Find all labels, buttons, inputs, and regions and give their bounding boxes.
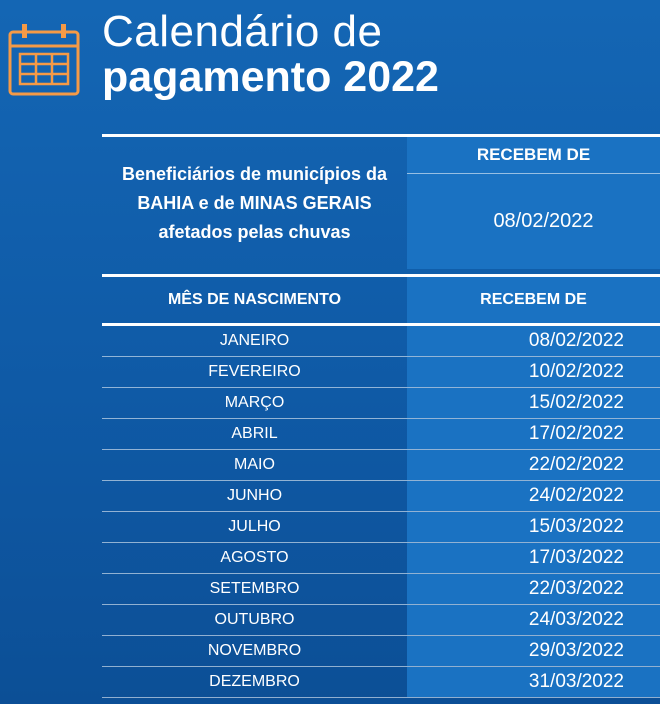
- special-date-cell: [407, 137, 660, 269]
- month-cell: JANEIRO: [219, 332, 290, 349]
- date-cell: 08/02/2022: [407, 326, 660, 356]
- table-row: [102, 636, 660, 667]
- special-header: RECEBEM DE: [407, 137, 660, 174]
- calendar-icon: [8, 22, 80, 98]
- month-cell: JULHO: [228, 518, 281, 535]
- table-row: [102, 512, 660, 543]
- month-cell: MARÇO: [224, 394, 285, 411]
- column-header-month: MÊS DE NASCIMENTO: [167, 291, 342, 308]
- month-cell: JUNHO: [226, 487, 283, 504]
- date-cell: 10/02/2022: [407, 357, 660, 387]
- table-row: [102, 419, 660, 450]
- special-block: [102, 137, 660, 269]
- page-title: [102, 7, 439, 101]
- table-row: [102, 357, 660, 388]
- month-cell: DEZEMBRO: [209, 673, 300, 690]
- month-cell: SETEMBRO: [209, 580, 300, 597]
- column-header-date: RECEBEM DE: [407, 277, 660, 323]
- table-row: [102, 388, 660, 419]
- date-cell: 17/02/2022: [407, 419, 660, 449]
- date-cell: 24/03/2022: [407, 605, 660, 635]
- date-cell: 24/02/2022: [407, 481, 660, 511]
- date-cell: 17/03/2022: [407, 543, 660, 573]
- month-cell: MAIO: [234, 456, 275, 473]
- table-row: [102, 543, 660, 574]
- title-line-1: Calendário de: [102, 7, 383, 56]
- date-cell: 22/03/2022: [407, 574, 660, 604]
- table-body: [102, 323, 660, 698]
- date-cell: 15/02/2022: [407, 388, 660, 418]
- month-cell: OUTUBRO: [214, 611, 295, 628]
- date-cell: 31/03/2022: [407, 667, 660, 697]
- table-header: [102, 277, 660, 323]
- date-cell: 22/02/2022: [407, 450, 660, 480]
- month-cell: FEVEREIRO: [208, 363, 301, 380]
- table-row: [102, 574, 660, 605]
- table-row: [102, 667, 660, 698]
- table-row: [102, 605, 660, 636]
- payment-table: [102, 134, 660, 698]
- date-cell: 15/03/2022: [407, 512, 660, 542]
- table-row: [102, 481, 660, 512]
- title-line-2: pagamento 2022: [102, 53, 439, 101]
- special-description: Beneficiários de municípios da BAHIA e de MINAS GERAIS afetados pelas chuvas: [121, 163, 388, 242]
- date-cell: 29/03/2022: [407, 636, 660, 666]
- special-date: 08/02/2022: [493, 210, 594, 232]
- month-cell: NOVEMBRO: [207, 642, 302, 659]
- month-cell: ABRIL: [231, 425, 278, 442]
- month-cell: AGOSTO: [220, 549, 289, 566]
- table-row: [102, 326, 660, 357]
- table-row: [102, 450, 660, 481]
